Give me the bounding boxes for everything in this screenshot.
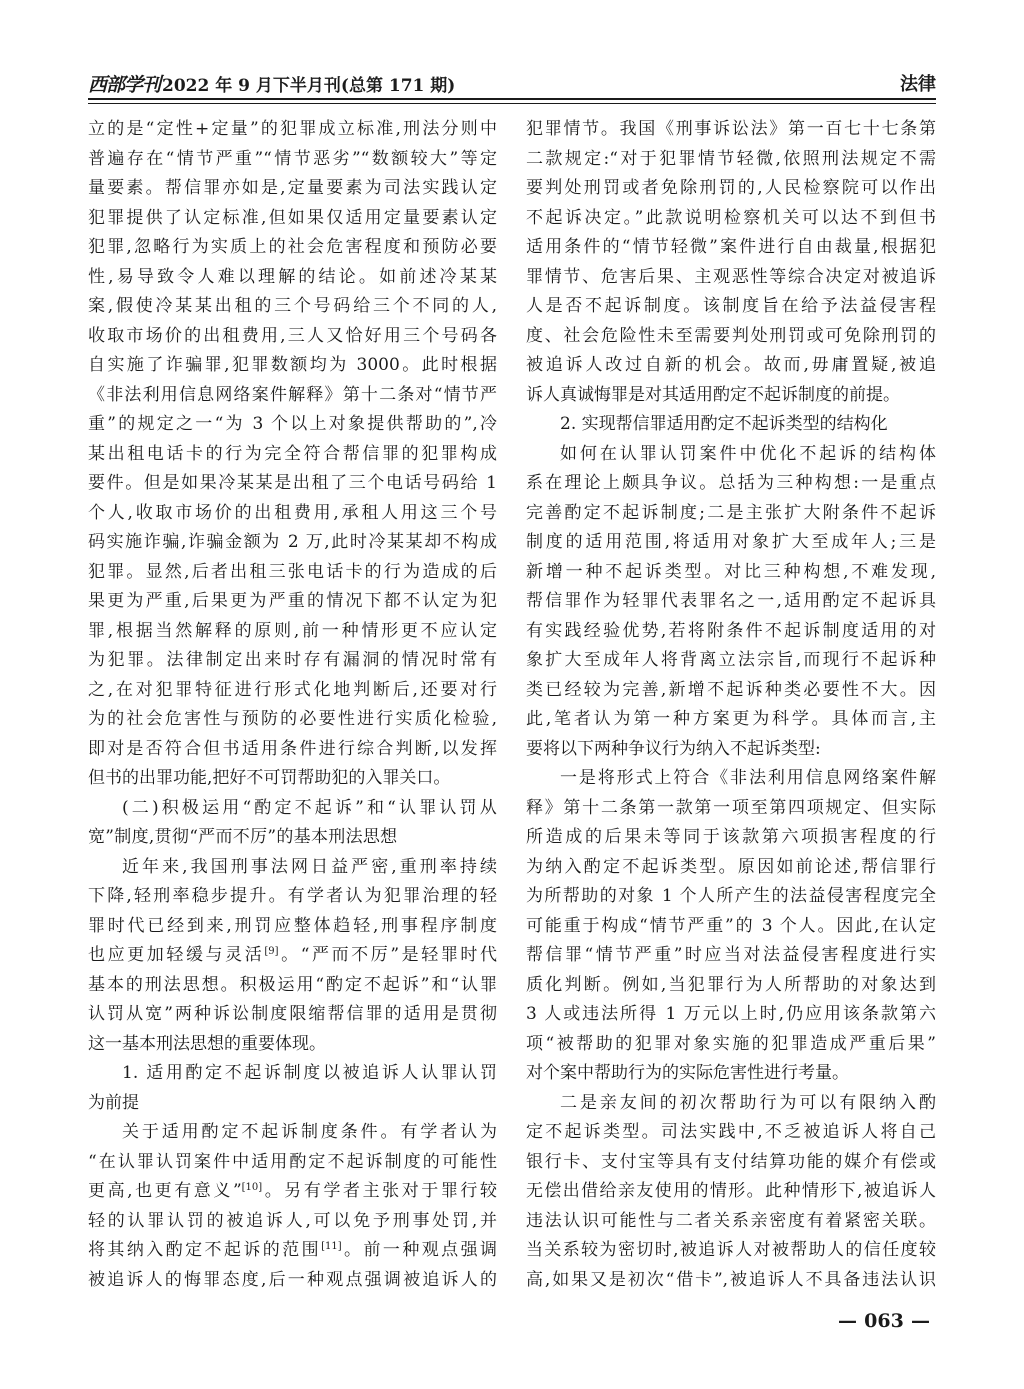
text-line: 认罚从宽”两种诉讼制度限缩帮信罪的适用是贯彻 [88, 1004, 497, 1024]
text-line: 一是将形式上符合《非法利用信息网络案件解 [560, 768, 936, 788]
text-segment: 。“严而不厉”是轻罪时代 [278, 945, 498, 965]
header-rule [88, 98, 936, 100]
text-line: 罪情节、危害后果、主观恶性等综合决定对被追诉 [526, 266, 936, 287]
heading-line: 为前提 [88, 1092, 139, 1113]
section-heading [88, 794, 497, 853]
text-line: 犯罪提供了认定标准,但如果仅适用定量要素认定 [88, 207, 497, 228]
text-line: 下降,轻刑率稳步提升。有学者认为犯罪治理的轻 [88, 886, 497, 906]
paragraph [526, 115, 936, 410]
text-line [88, 1177, 497, 1207]
heading-line: (二)积极运用“酌定不起诉”和“认罪认罚从 [122, 797, 497, 818]
text-line: 量要素。帮信罪亦如是,定量要素为司法实践认定 [88, 178, 497, 198]
text-segment: 将其纳入酌定不起诉的范围 [88, 1240, 322, 1260]
text-line: 所造成的后果未等同于该款第六项损害程度的行 [526, 827, 936, 847]
text-line: 收取市场价的出租费用,三人又恰好用三个号码各 [88, 325, 497, 346]
text-line: 为的社会危害性与预防的必要性进行实质化检验, [88, 709, 497, 729]
text-line: 二是亲友间的初次帮助行为可以有限纳入酌 [560, 1092, 936, 1113]
text-line: 案,假使冷某某出租的三个号码给三个不同的人, [88, 296, 497, 316]
journal-info [88, 70, 455, 97]
citation-ref: [9] [264, 946, 279, 957]
paragraph [88, 1118, 497, 1295]
text-line: 度、社会危险性未至需要判处刑罚或可免除刑罚的 [526, 325, 936, 346]
text-line: 要将以下两种争议行为纳入不起诉类型: [526, 738, 821, 759]
text-line: “在认罪认罚案件中适用酌定不起诉制度的可能性 [88, 1151, 497, 1172]
text-line: 诉人真诚悔罪是对其适用酌定不起诉制度的前提。 [526, 384, 900, 405]
text-line: 基本的刑法思想。积极运用“酌定不起诉”和“认罪 [88, 974, 497, 995]
paragraph [88, 115, 497, 794]
text-line: 有实践经验优势,若将附条件不起诉制度适用的对 [526, 620, 936, 641]
text-line: 要判处刑罚或者免除刑罚的,人民检察院可以作出 [526, 178, 936, 198]
text-line: 被追诉人改过自新的机会。故而,毋庸置疑,被追 [526, 355, 936, 375]
text-line: 二款规定:“对于犯罪情节轻微,依照刑法规定不需 [526, 148, 936, 169]
text-line: 高,如果又是初次“借卡”,被追诉人不具备违法认识 [526, 1269, 936, 1290]
header-rule-thin [88, 103, 936, 104]
paragraph [526, 440, 936, 765]
text-line: 重”的规定之一“为 3 个以上对象提供帮助的”,冷 [88, 414, 497, 434]
subsection-heading [88, 1059, 497, 1118]
text-line: 为所帮助的对象 1 个人所产生的法益侵害程度完全 [526, 886, 936, 906]
paragraph [526, 1089, 936, 1296]
heading-line: 2. 实现帮信罪适用酌定不起诉类型的结构化 [560, 414, 888, 434]
text-line: 此,笔者认为第一种方案更为科学。具体而言,主 [526, 709, 936, 729]
text-line: 近年来,我国刑事法网日益严密,重刑率持续 [122, 856, 497, 877]
text-line: 被追诉人的悔罪态度,后一种观点强调被追诉人的 [88, 1269, 497, 1290]
right-column [526, 115, 936, 1295]
text-line: 当关系较为密切时,被追诉人对被帮助人的信任度较 [526, 1240, 936, 1260]
text-line: 项“被帮助的犯罪对象实施的犯罪造成严重后果” [526, 1033, 936, 1054]
text-line: 可能重于构成“情节严重”的 3 个人。因此,在认定 [526, 915, 936, 936]
text-line: 质化判断。例如,当犯罪行为人所帮助的对象达到 [526, 974, 936, 995]
text-line: 自实施了诈骗罪,犯罪数额均为 3000。此时根据 [88, 355, 497, 375]
citation-ref: [11] [321, 1241, 342, 1252]
text-segment: 更高,也更有意义” [88, 1181, 242, 1201]
text-segment: 。前一种观点强调 [341, 1240, 498, 1260]
page-number: 063 [864, 1310, 904, 1332]
text-line: 释》第十二条第一款第一项至第四项规定、但实际 [526, 797, 936, 818]
text-line: 犯罪情节。我国《刑事诉讼法》第一百七十七条第 [526, 119, 936, 139]
text-line: 性,易导致令人难以理解的结论。如前述冷某某 [88, 266, 497, 287]
text-line: 犯罪。显然,后者出租三张电话卡的行为造成的后 [88, 561, 497, 582]
text-line: 立的是“定性+定量”的犯罪成立标准,刑法分则中 [88, 119, 497, 139]
text-line: 银行卡、支付宝等具有支付结算功能的媒介有偿或 [526, 1151, 936, 1172]
text-line: 无偿出借给亲友使用的情形。此种情形下,被追诉人 [526, 1181, 936, 1201]
text-segment: 。另有学者主张对于罪行较 [262, 1181, 497, 1201]
text-line: 果更为严重,后果更为严重的情况下都不认定为犯 [88, 591, 497, 611]
footer-dash-left: — [838, 1310, 857, 1332]
text-line: 要件。但是如果冷某某是出租了三个电话号码给 1 [88, 473, 497, 493]
text-line: 个人,收取市场价的出租费用,承租人用这三个号 [88, 502, 497, 523]
text-line: 之,在对犯罪特征进行形式化地判断后,还要对行 [88, 679, 497, 700]
text-line: 但书的出罪功能,把好不可罚帮助犯的入罪关口。 [88, 768, 451, 788]
text-line: 轻的认罪认罚的被追诉人,可以免予刑事处罚,并 [88, 1210, 497, 1231]
text-line: 帮信罪作为轻罪代表罪名之一,适用酌定不起诉具 [526, 591, 936, 611]
text-line: 对个案中帮助行为的实际危害性进行考量。 [526, 1063, 849, 1083]
text-line: 3 人或违法所得 1 万元以上时,仍应用该条款第六 [526, 1004, 936, 1024]
text-line: 象扩大至成年人将背离立法宗旨,而现行不起诉种 [526, 650, 936, 670]
text-line: 某出租电话卡的行为完全符合帮信罪的犯罪构成 [88, 443, 497, 464]
text-line: 普遍存在“情节严重”“情节恶劣”“数额较大”等定 [88, 148, 497, 169]
paragraph [88, 853, 497, 1060]
text-line: 人是否不起诉制度。该制度旨在给予法益侵害程 [526, 296, 936, 316]
text-line: 即对是否符合但书适用条件进行综合判断,以发挥 [88, 738, 497, 759]
text-line: 制度的适用范围,将适用对象扩大至成年人;三是 [526, 532, 936, 552]
issue-info: 2022 年 9 月下半月刊(总第 171 期) [162, 75, 456, 96]
text-line: 码实施诈骗,诈骗金额为 2 万,此时冷某某却不构成 [88, 532, 497, 552]
section-label: 法律 [900, 74, 936, 95]
text-line: 关于适用酌定不起诉制度条件。有学者认为 [122, 1122, 497, 1142]
text-line: 不起诉决定。”此款说明检察机关可以达不到但书 [526, 207, 936, 228]
text-line: 为犯罪。法律制定出来时存有漏洞的情况时常有 [88, 650, 497, 670]
heading-line: 1. 适用酌定不起诉制度以被追诉人认罪认罚 [122, 1063, 497, 1083]
text-line: 完善酌定不起诉制度;二是主张扩大附条件不起诉 [526, 502, 936, 523]
text-line: 罪,根据当然解释的原则,前一种情形更不应认定 [88, 620, 497, 641]
text-line [88, 1236, 497, 1266]
citation-ref: [10] [241, 1182, 263, 1193]
text-line: 这一基本刑法思想的重要体现。 [88, 1033, 326, 1054]
journal-logo: 西部学刊 [88, 73, 161, 96]
text-line [88, 941, 497, 971]
text-line: 定不起诉类型。司法实践中,不乏被追诉人将自己 [526, 1122, 936, 1142]
text-line: 罪时代已经到来,刑罚应整体趋轻,刑事程序制度 [88, 915, 497, 936]
text-line: 违法认识可能性与二者关系亲密度有着紧密关联。 [526, 1210, 936, 1231]
text-line: 新增一种不起诉类型。对比三种构想,不难发现, [526, 561, 936, 582]
text-line: 如何在认罪认罚案件中优化不起诉的结构体 [560, 443, 936, 464]
text-line: 犯罪,忽略行为实质上的社会危害程度和预防必要 [88, 237, 497, 257]
text-line: 为纳入酌定不起诉类型。原因如前论述,帮信罪行 [526, 856, 936, 877]
heading-line: 宽”制度,贯彻“严而不厉”的基本刑法思想 [88, 827, 398, 847]
paragraph [526, 764, 936, 1089]
text-line: 《非法利用信息网络案件解释》第十二条对“情节严 [88, 384, 497, 405]
text-line: 适用条件的“情节轻微”案件进行自由裁量,根据犯 [526, 237, 936, 257]
text-line: 系在理论上颇具争议。总括为三种构想:一是重点 [526, 473, 936, 493]
page-footer [838, 1308, 930, 1334]
left-column [88, 115, 497, 1295]
text-line: 帮信罪“情节严重”时应当对法益侵害程度进行实 [526, 945, 936, 965]
footer-dash-right: — [910, 1310, 930, 1332]
subsection-heading [526, 410, 936, 440]
page-header [88, 70, 936, 96]
text-line: 类已经较为完善,新增不起诉种类必要性不大。因 [526, 679, 936, 700]
text-segment: 也应更加轻缓与灵活 [88, 945, 265, 965]
